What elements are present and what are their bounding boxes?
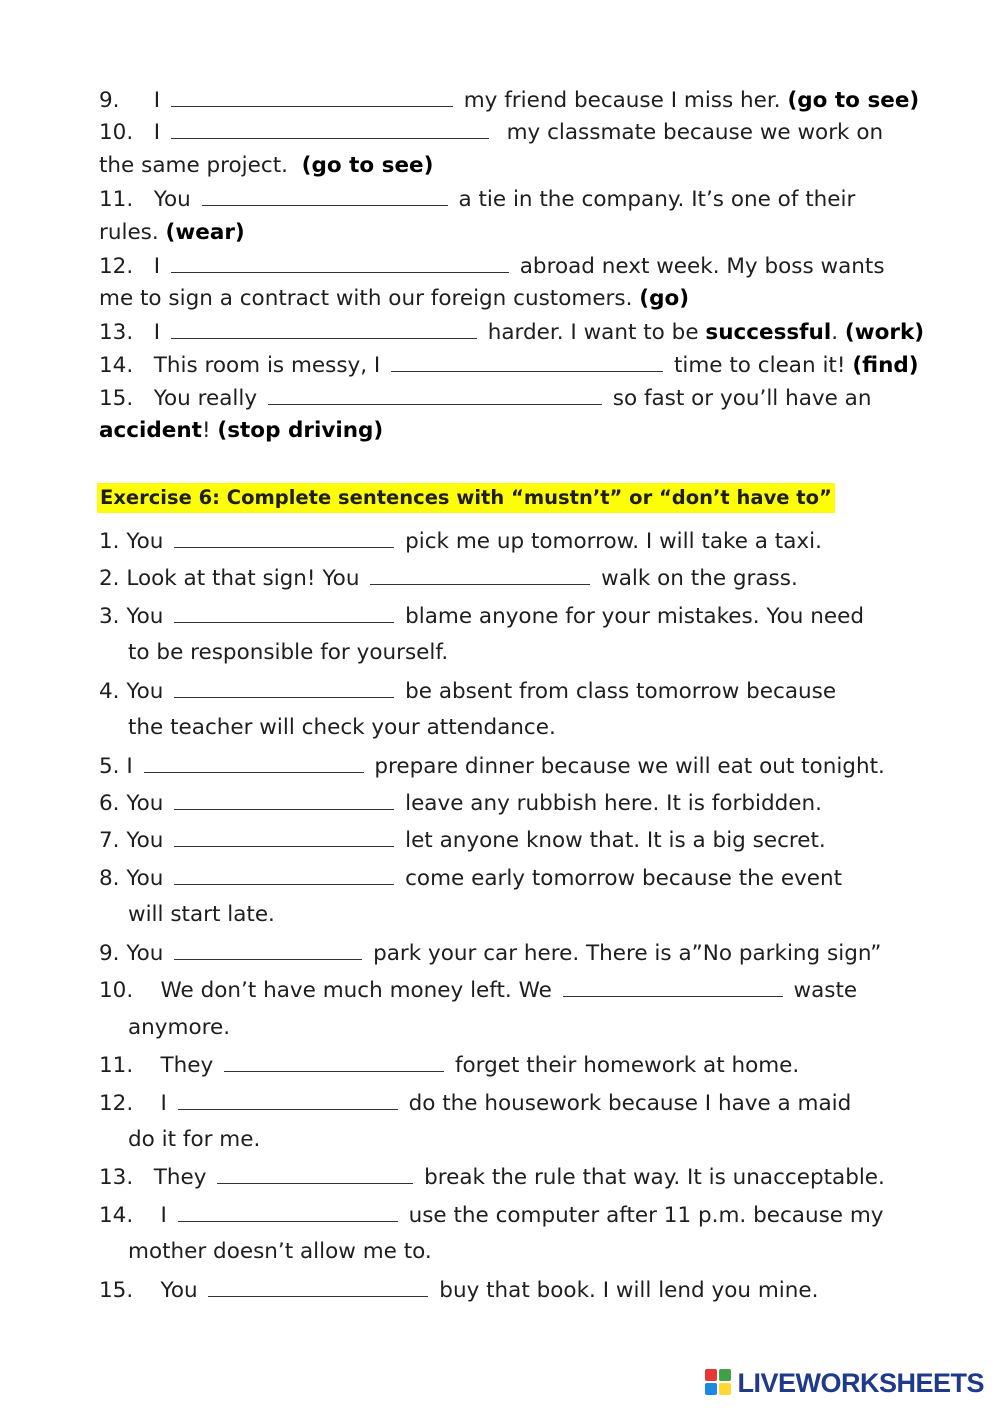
item-text: You [126,679,164,704]
exercise-item-cont [128,714,556,742]
verb-hint: (stop driving) [217,418,384,443]
item-text: do the housework because I have a maid [408,1091,852,1116]
question-number: 14. [99,353,134,378]
item-number: 6. [99,791,120,816]
item-text: use the computer after 11 p.m. because my [408,1203,884,1228]
item-number: 9. [99,941,120,966]
item-text: You [126,828,164,853]
question-text: the same project. [99,153,288,178]
item-text: be absent from class tomorrow because [405,679,837,704]
exercise-item [99,752,885,781]
item-number: 15. [99,1278,134,1303]
exercise-item [99,826,826,855]
verb-hint: (find) [852,353,919,378]
answer-blank[interactable] [174,939,362,960]
item-number: 1. [99,529,120,554]
item-text: They [160,1053,214,1078]
question-text: I [153,320,161,345]
question-text: rules. [99,220,159,245]
exercise-item [99,677,836,706]
question-text: me to sign a contract with our foreign customers. [99,286,633,311]
exercise-item-cont [128,1126,260,1154]
question-text: so fast or you’ll have an [612,386,872,411]
question-text: my classmate because we work on [506,120,884,145]
question-10 [99,118,883,147]
question-text: I [153,254,161,279]
answer-blank[interactable] [178,1201,398,1222]
answer-blank[interactable] [202,185,448,206]
question-15-cont [99,417,383,445]
exercise-item [99,1276,818,1305]
exercise-item [99,602,864,631]
answer-blank[interactable] [144,752,364,773]
question-14 [99,351,919,380]
question-11-cont [99,219,245,247]
answer-blank[interactable] [208,1276,428,1297]
question-text: I [153,88,161,113]
item-text: do it for me. [128,1127,261,1152]
answer-blank[interactable] [171,86,453,107]
question-text: time to clean it! [673,353,846,378]
question-number: 15. [99,386,134,411]
item-text: anymore. [128,1015,231,1040]
item-text: I [126,754,133,779]
question-number: 10. [99,120,134,145]
question-number: 12. [99,254,134,279]
question-text: a tie in the company. It’s one of their [458,187,856,212]
exercise-item [99,976,857,1005]
answer-blank[interactable] [224,1051,444,1072]
answer-blank[interactable] [391,351,663,372]
answer-blank[interactable] [174,789,394,810]
answer-blank[interactable] [174,602,394,623]
verb-hint: (wear) [165,220,245,245]
item-text: leave any rubbish here. It is forbidden. [405,791,822,816]
question-number: 9. [99,88,120,113]
exercise-item [99,1051,799,1080]
question-text: my friend because I miss her. [463,88,781,113]
item-text: I [160,1203,167,1228]
answer-blank[interactable] [178,1089,398,1110]
answer-blank[interactable] [171,318,477,339]
exercise-item [99,1089,851,1118]
item-text: I [160,1091,167,1116]
item-text: You [126,866,164,891]
item-number: 12. [99,1091,134,1116]
item-number: 11. [99,1053,134,1078]
answer-blank[interactable] [268,384,602,405]
verb-hint: (go) [639,286,690,311]
emphasized-word: accident [99,418,202,443]
item-text: You [126,529,164,554]
item-text: let anyone know that. It is a big secret. [405,828,826,853]
answer-blank[interactable] [171,252,509,273]
item-number: 8. [99,866,120,891]
exercise-item [99,789,822,818]
item-text: You [126,941,164,966]
question-9 [99,86,919,115]
item-number: 14. [99,1203,134,1228]
question-text: You really [153,386,258,411]
item-number: 2. [99,566,120,591]
item-text: the teacher will check your attendance. [128,715,556,740]
item-text: walk on the grass. [601,566,798,591]
punctuation: ! [201,418,211,443]
item-number: 3. [99,604,120,629]
exercise-item-cont [128,1014,230,1042]
question-12-cont [99,285,689,313]
verb-hint: (go to see) [301,153,434,178]
question-12 [99,252,885,281]
exercise-item-cont [128,1238,432,1266]
item-text: will start late. [128,902,275,927]
item-text: park your car here. There is a”No parking sign” [373,941,882,966]
question-text: You [153,187,191,212]
question-number: 11. [99,187,134,212]
liveworksheets-logo[interactable] [705,1363,984,1403]
item-text: come early tomorrow because the event [405,866,843,891]
item-text: prepare dinner because we will eat out tonight. [374,754,885,779]
exercise-item [99,1163,885,1192]
item-text: break the rule that way. It is unacceptable. [424,1165,885,1190]
item-text: Look at that sign! You [126,566,360,591]
item-text: pick me up tomorrow. I will take a taxi. [405,529,822,554]
item-text: buy that book. I will lend you mine. [439,1278,819,1303]
item-number: 13. [99,1165,134,1190]
item-text: You [160,1278,198,1303]
answer-blank[interactable] [217,1163,413,1184]
question-number: 13. [99,320,134,345]
exercise-item [99,564,798,593]
answer-blank[interactable] [174,677,394,698]
answer-blank[interactable] [174,826,394,847]
item-text: You [126,791,164,816]
item-number: 5. [99,754,120,779]
answer-blank[interactable] [171,118,489,139]
exercise-item-cont [128,901,275,929]
question-text: I [153,120,161,145]
item-text: to be responsible for yourself. [128,640,449,665]
exercise-item [99,527,822,556]
item-text: waste [793,978,858,1003]
answer-blank[interactable] [174,527,394,548]
question-text: This room is messy, I [153,353,381,378]
exercise-item [99,864,842,893]
question-11 [99,185,855,214]
question-15 [99,384,872,413]
answer-blank[interactable] [563,976,783,997]
item-text: forget their homework at home. [454,1053,800,1078]
emphasized-word: successful [705,320,832,345]
item-number: 7. [99,828,120,853]
exercise-6-heading: Exercise 6: Complete sentences with “mustn’t” or “don’t have to” [97,483,835,513]
item-text: They [153,1165,207,1190]
item-number: 4. [99,679,120,704]
verb-hint: (work) [844,320,925,345]
item-text: You [126,604,164,629]
question-10-cont [99,152,433,180]
logo-text: LIVEWORKSHEETS [737,1367,984,1398]
item-number: 10. [99,978,134,1003]
item-text: blame anyone for your mistakes. You need [405,604,864,629]
verb-hint: (go to see) [787,88,920,113]
answer-blank[interactable] [370,564,590,585]
question-13 [99,318,924,347]
liveworksheets-logo-icon [705,1369,733,1397]
punctuation: . [831,320,839,345]
item-text: We don’t have much money left. We [160,978,552,1003]
answer-blank[interactable] [174,864,394,885]
question-text: abroad next week. My boss wants [519,254,885,279]
exercise-item [99,939,881,968]
question-text: harder. I want to be [487,320,699,345]
exercise-item-cont [128,639,448,667]
item-text: mother doesn’t allow me to. [128,1239,432,1264]
exercise-item [99,1201,884,1230]
